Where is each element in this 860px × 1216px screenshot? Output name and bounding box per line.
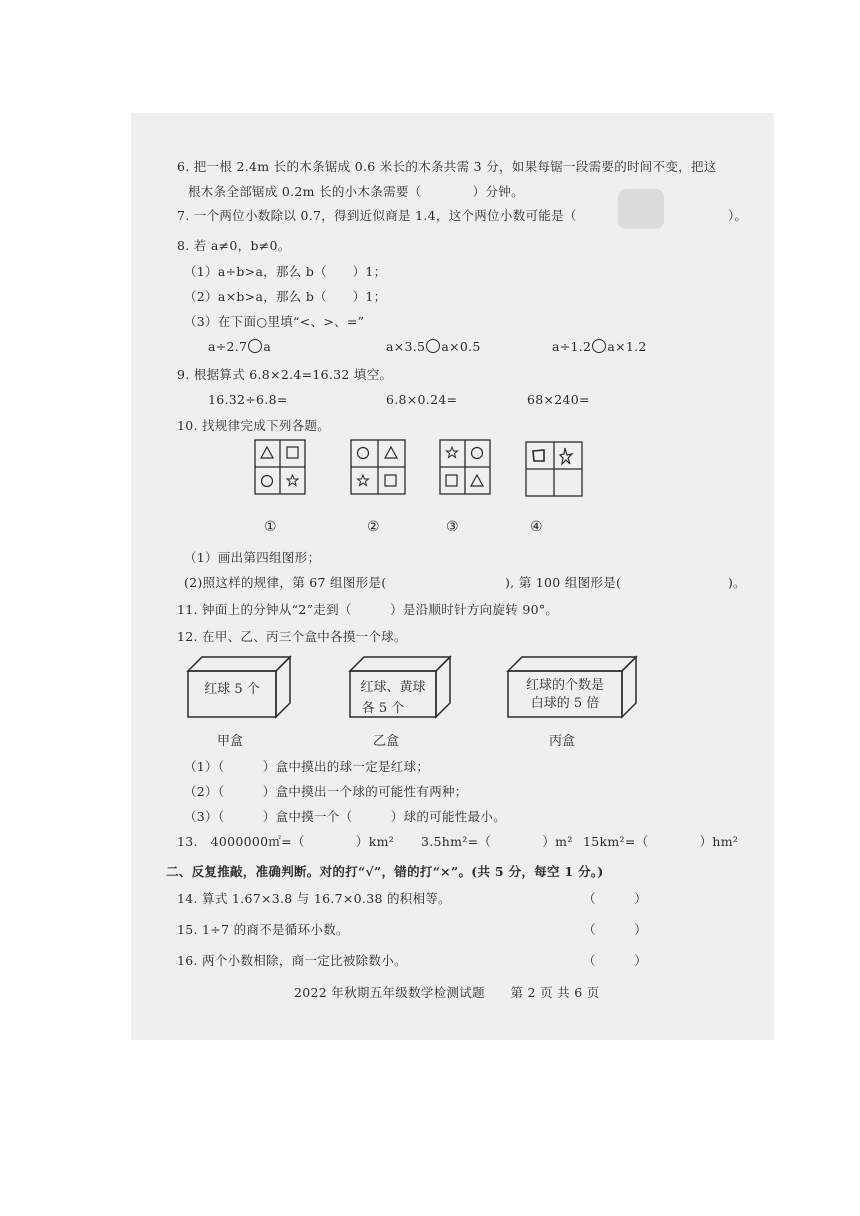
question-9-item-3: 68×240= <box>527 392 590 407</box>
box-yi-label: 乙盒 <box>372 734 399 749</box>
pattern-group-1 <box>254 439 306 495</box>
question-15-answer[interactable]: （ ） <box>583 922 648 937</box>
question-8-part-1: （1）a÷b>a，那么 b（ ）1； <box>184 264 387 279</box>
compare-1-right: a <box>263 339 272 354</box>
question-12-part-3: （3）（ ）盒中摸一个（ ）球的可能性最小。 <box>184 809 507 824</box>
compare-circle-2[interactable] <box>426 339 440 353</box>
question-6-line-2: 根木条全部锯成 0.2m 长的小木条需要（ ）分钟。 <box>188 184 524 199</box>
star-icon <box>358 475 369 486</box>
compare-expr-1 <box>208 339 271 354</box>
question-8: 8. 若 a≠0，b≠0。 <box>177 238 291 253</box>
question-14: 14. 算式 1.67×3.8 与 16.7×0.38 的积相等。 <box>177 891 451 906</box>
pattern-group-2 <box>350 439 406 495</box>
square-icon <box>287 447 298 458</box>
square-icon <box>533 450 544 461</box>
question-8-part-2: （2）a×b>a，那么 b（ ）1； <box>184 289 387 304</box>
question-13-b: 3.5hm²=（ ）m² <box>421 834 573 849</box>
box-bing-label: 丙盒 <box>548 734 575 749</box>
question-6-line-1: 6. 把一根 2.4m 长的木条锯成 0.6 米长的木条共需 3 分，如果每锯一段需要的时间不变，把这 <box>177 159 717 174</box>
star-icon <box>560 448 572 464</box>
pattern-label-4: ④ <box>530 519 543 535</box>
triangle-icon <box>385 447 397 458</box>
question-10-part-2c: )。 <box>728 575 746 590</box>
triangle-icon <box>261 447 273 458</box>
section-2-heading: 二、反复推敲，准确判断。对的打“√”，错的打“×”。(共 5 分，每空 1 分。) <box>166 864 604 879</box>
question-9-item-2: 6.8×0.24= <box>386 392 458 407</box>
compare-2-right: a×0.5 <box>441 339 481 354</box>
question-9-item-1: 16.32÷6.8= <box>208 392 288 407</box>
question-7-close: ）。 <box>728 208 748 223</box>
square-icon <box>446 475 457 486</box>
circle-icon <box>262 476 273 487</box>
question-16: 16. 两个小数相除，商一定比被除数小。 <box>177 953 407 968</box>
box-yi-text-2: 各 5 个 <box>361 701 405 716</box>
smudge-mark <box>618 189 664 229</box>
box-jia-text: 红球 5 个 <box>204 682 260 697</box>
question-10-part-2b: ), 第 100 组图形是( <box>505 575 622 590</box>
star-icon <box>447 447 458 458</box>
star-icon <box>287 475 298 486</box>
question-14-answer[interactable]: （ ） <box>583 891 648 906</box>
pattern-label-2: ② <box>367 519 380 535</box>
question-7: 7. 一个两位小数除以 0.7，得到近似商是 1.4，这个两位小数可能是（ <box>177 208 577 223</box>
pattern-label-1: ① <box>264 519 277 535</box>
compare-3-left: a÷1.2 <box>552 339 592 354</box>
compare-1-left: a÷2.7 <box>208 339 248 354</box>
question-12-part-1: （1）（ ）盒中摸出的球一定是红球； <box>184 759 430 774</box>
compare-3-right: a×1.2 <box>607 339 647 354</box>
question-10: 10. 找规律完成下列各题。 <box>177 418 331 433</box>
square-icon <box>385 475 396 486</box>
page-footer: 2022 年秋期五年级数学检测试题 第 2 页 共 6 页 <box>294 985 600 1000</box>
question-8-part-3: （3）在下面○里填“<、>、=” <box>184 314 365 329</box>
question-11: 11. 钟面上的分钟从“2”走到（ ）是沿顺时针方向旋转 90°。 <box>177 602 559 617</box>
question-12-part-2: （2）（ ）盒中摸出一个球的可能性有两种； <box>184 784 468 799</box>
compare-expr-3 <box>552 339 647 354</box>
box-bing-text-2: 白球的 5 倍 <box>530 696 600 711</box>
box-bing-text-1: 红球的个数是 <box>525 678 604 693</box>
box-yi-text-1: 红球、黄球 <box>360 680 426 695</box>
question-16-answer[interactable]: （ ） <box>583 953 648 968</box>
question-9: 9. 根据算式 6.8×2.4=16.32 填空。 <box>177 367 393 382</box>
question-15: 15. 1÷7 的商不是循环小数。 <box>177 922 349 937</box>
circle-icon <box>358 448 369 459</box>
question-13-c: 15km²=（ ）hm² <box>583 834 739 849</box>
compare-expr-2 <box>386 339 481 354</box>
pattern-group-3 <box>439 439 491 495</box>
box-jia-label: 甲盒 <box>216 734 243 749</box>
compare-2-left: a×3.5 <box>386 339 426 354</box>
question-12: 12. 在甲、乙、丙三个盒中各摸一个球。 <box>177 629 407 644</box>
question-10-part-1: （1）画出第四组图形； <box>184 550 321 565</box>
question-10-part-2a: (2)照这样的规律，第 67 组图形是( <box>184 575 387 590</box>
pattern-label-3: ③ <box>446 519 459 535</box>
question-13-a: 13. 4000000㎡=（ ）km² <box>177 834 395 849</box>
pattern-group-4[interactable] <box>525 441 583 497</box>
compare-circle-1[interactable] <box>248 339 262 353</box>
circle-icon <box>472 448 483 459</box>
triangle-icon <box>471 475 483 486</box>
compare-circle-3[interactable] <box>592 339 606 353</box>
